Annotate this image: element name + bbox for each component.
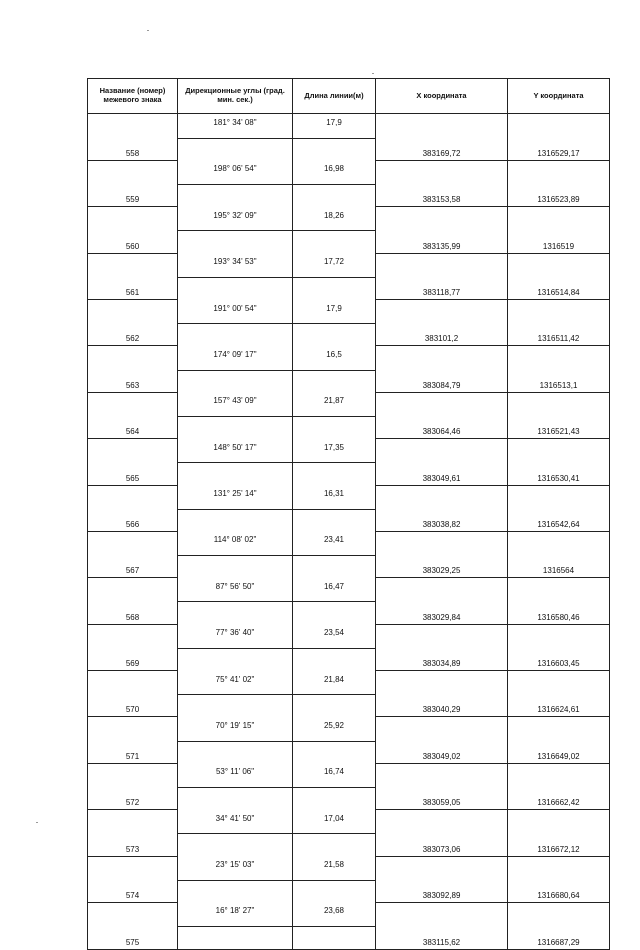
x-coordinate-cell: 383059,05 xyxy=(376,787,508,809)
line-length-cell xyxy=(293,324,376,346)
line-length-cell: 16,31 xyxy=(293,485,376,509)
point-name-cell xyxy=(88,671,178,695)
table-row xyxy=(88,695,610,717)
bearing-angle-cell: 23° 15' 03" xyxy=(178,856,293,880)
point-name-cell: 567 xyxy=(88,556,178,578)
x-coordinate-cell: 383049,61 xyxy=(376,463,508,485)
x-coordinate-cell xyxy=(376,856,508,880)
y-coordinate-cell: 1316649,02 xyxy=(508,741,610,763)
bearing-angle-cell xyxy=(178,927,293,950)
table-row xyxy=(88,624,610,648)
point-name-cell xyxy=(88,810,178,834)
point-name-cell xyxy=(88,114,178,139)
table-row xyxy=(88,509,610,531)
table-row xyxy=(88,834,610,856)
line-length-cell: 17,72 xyxy=(293,253,376,277)
line-length-cell xyxy=(293,787,376,809)
y-coordinate-cell: 1316672,12 xyxy=(508,834,610,856)
line-length-cell: 17,35 xyxy=(293,439,376,463)
bearing-angle-cell xyxy=(178,370,293,392)
bearing-angle-cell xyxy=(178,695,293,717)
table-row xyxy=(88,185,610,207)
table-row xyxy=(88,902,610,926)
point-name-cell: 568 xyxy=(88,602,178,624)
point-name-cell: 569 xyxy=(88,648,178,670)
bearing-angle-cell: 16° 18' 27" xyxy=(178,902,293,926)
y-coordinate-cell: 1316511,42 xyxy=(508,324,610,346)
bearing-angle-cell xyxy=(178,602,293,624)
header-bearing-angle: Дирекционные углы (град. мин. сек.) xyxy=(178,79,293,114)
point-name-cell xyxy=(88,531,178,555)
line-length-cell: 21,84 xyxy=(293,671,376,695)
x-coordinate-cell xyxy=(376,578,508,602)
x-coordinate-cell: 383118,77 xyxy=(376,277,508,299)
x-coordinate-cell: 383029,25 xyxy=(376,556,508,578)
table-row xyxy=(88,556,610,578)
bearing-angle-cell xyxy=(178,416,293,438)
x-coordinate-cell: 383073,06 xyxy=(376,834,508,856)
line-length-cell xyxy=(293,416,376,438)
bearing-angle-cell: 181° 34' 08" xyxy=(178,114,293,139)
y-coordinate-cell xyxy=(508,902,610,926)
bearing-angle-cell xyxy=(178,509,293,531)
table-row xyxy=(88,602,610,624)
header-x-coordinate: X координата xyxy=(376,79,508,114)
line-length-cell xyxy=(293,602,376,624)
line-length-cell xyxy=(293,138,376,160)
point-name-cell: 563 xyxy=(88,370,178,392)
y-coordinate-cell: 1316521,43 xyxy=(508,416,610,438)
point-name-cell: 566 xyxy=(88,509,178,531)
x-coordinate-cell xyxy=(376,114,508,139)
y-coordinate-cell xyxy=(508,810,610,834)
table-row xyxy=(88,671,610,695)
table-row xyxy=(88,346,610,370)
point-name-cell xyxy=(88,253,178,277)
boundary-coordinates-table xyxy=(87,78,610,950)
line-length-cell xyxy=(293,695,376,717)
y-coordinate-cell xyxy=(508,856,610,880)
x-coordinate-cell xyxy=(376,763,508,787)
point-name-cell: 564 xyxy=(88,416,178,438)
x-coordinate-cell xyxy=(376,253,508,277)
line-length-cell: 18,26 xyxy=(293,207,376,231)
y-coordinate-cell: 1316603,45 xyxy=(508,648,610,670)
bearing-angle-cell: 191° 00' 54" xyxy=(178,300,293,324)
line-length-cell: 16,98 xyxy=(293,160,376,184)
point-name-cell xyxy=(88,578,178,602)
line-length-cell xyxy=(293,834,376,856)
line-length-cell: 23,68 xyxy=(293,902,376,926)
y-coordinate-cell xyxy=(508,114,610,139)
point-name-cell xyxy=(88,717,178,741)
y-coordinate-cell: 1316513,1 xyxy=(508,370,610,392)
line-length-cell: 23,54 xyxy=(293,624,376,648)
table-row xyxy=(88,880,610,902)
bearing-angle-cell xyxy=(178,324,293,346)
point-name-cell: 573 xyxy=(88,834,178,856)
x-coordinate-cell: 383153,58 xyxy=(376,185,508,207)
header-point-name: Название (номер) межевого знака xyxy=(88,79,178,114)
table-row xyxy=(88,463,610,485)
point-name-cell xyxy=(88,902,178,926)
y-coordinate-cell xyxy=(508,392,610,416)
y-coordinate-cell xyxy=(508,253,610,277)
table-row xyxy=(88,324,610,346)
table-row xyxy=(88,160,610,184)
table-row xyxy=(88,207,610,231)
bearing-angle-cell: 34° 41' 50" xyxy=(178,810,293,834)
x-coordinate-cell xyxy=(376,671,508,695)
table-row xyxy=(88,370,610,392)
bearing-angle-cell: 198° 06' 54" xyxy=(178,160,293,184)
x-coordinate-cell: 383101,2 xyxy=(376,324,508,346)
point-name-cell xyxy=(88,485,178,509)
x-coordinate-cell xyxy=(376,392,508,416)
bearing-angle-cell: 131° 25' 14" xyxy=(178,485,293,509)
table-row xyxy=(88,231,610,253)
point-name-cell: 574 xyxy=(88,880,178,902)
table-header-row xyxy=(88,79,610,114)
x-coordinate-cell xyxy=(376,624,508,648)
y-coordinate-cell: 1316519 xyxy=(508,231,610,253)
header-line-length: Длина линии(м) xyxy=(293,79,376,114)
bearing-angle-cell xyxy=(178,834,293,856)
table-row xyxy=(88,277,610,299)
y-coordinate-cell: 1316680,64 xyxy=(508,880,610,902)
table-row xyxy=(88,114,610,139)
point-name-cell xyxy=(88,624,178,648)
line-length-cell: 16,47 xyxy=(293,578,376,602)
line-length-cell xyxy=(293,231,376,253)
line-length-cell xyxy=(293,556,376,578)
line-length-cell xyxy=(293,741,376,763)
table-row xyxy=(88,810,610,834)
line-length-cell xyxy=(293,277,376,299)
line-length-cell: 16,74 xyxy=(293,763,376,787)
line-length-cell: 17,9 xyxy=(293,300,376,324)
bearing-angle-cell xyxy=(178,138,293,160)
x-coordinate-cell xyxy=(376,300,508,324)
bearing-angle-cell: 70° 19' 15" xyxy=(178,717,293,741)
bearing-angle-cell xyxy=(178,231,293,253)
x-coordinate-cell xyxy=(376,439,508,463)
y-coordinate-cell: 1316662,42 xyxy=(508,787,610,809)
bearing-angle-cell: 77° 36' 40" xyxy=(178,624,293,648)
x-coordinate-cell: 383049,02 xyxy=(376,741,508,763)
x-coordinate-cell: 383040,29 xyxy=(376,695,508,717)
line-length-cell: 17,9 xyxy=(293,114,376,139)
line-length-cell xyxy=(293,880,376,902)
x-coordinate-cell xyxy=(376,902,508,926)
bearing-angle-cell: 75° 41' 02" xyxy=(178,671,293,695)
y-coordinate-cell: 1316523,89 xyxy=(508,185,610,207)
x-coordinate-cell: 383034,89 xyxy=(376,648,508,670)
bearing-angle-cell: 193° 34' 53" xyxy=(178,253,293,277)
point-name-cell: 562 xyxy=(88,324,178,346)
table-row xyxy=(88,300,610,324)
point-name-cell xyxy=(88,392,178,416)
bearing-angle-cell xyxy=(178,741,293,763)
line-length-cell xyxy=(293,927,376,950)
bearing-angle-cell: 195° 32' 09" xyxy=(178,207,293,231)
table-row xyxy=(88,741,610,763)
point-name-cell xyxy=(88,207,178,231)
point-name-cell: 572 xyxy=(88,787,178,809)
scan-speck xyxy=(36,822,38,823)
x-coordinate-cell: 383064,46 xyxy=(376,416,508,438)
y-coordinate-cell xyxy=(508,763,610,787)
point-name-cell: 575 xyxy=(88,927,178,950)
y-coordinate-cell: 1316529,17 xyxy=(508,138,610,160)
y-coordinate-cell: 1316624,61 xyxy=(508,695,610,717)
x-coordinate-cell: 383115,62 xyxy=(376,927,508,950)
table-row xyxy=(88,578,610,602)
header-y-coordinate: Y координата xyxy=(508,79,610,114)
bearing-angle-cell: 87° 56' 50" xyxy=(178,578,293,602)
bearing-angle-cell xyxy=(178,185,293,207)
x-coordinate-cell xyxy=(376,485,508,509)
table-row xyxy=(88,138,610,160)
y-coordinate-cell xyxy=(508,717,610,741)
bearing-angle-cell xyxy=(178,787,293,809)
y-coordinate-cell xyxy=(508,160,610,184)
y-coordinate-cell: 1316687,29 xyxy=(508,927,610,950)
bearing-angle-cell xyxy=(178,880,293,902)
y-coordinate-cell: 1316564 xyxy=(508,556,610,578)
point-name-cell xyxy=(88,160,178,184)
table-row xyxy=(88,416,610,438)
x-coordinate-cell xyxy=(376,160,508,184)
scan-speck xyxy=(372,73,374,74)
y-coordinate-cell xyxy=(508,346,610,370)
line-length-cell: 21,87 xyxy=(293,392,376,416)
table-row xyxy=(88,439,610,463)
x-coordinate-cell: 383084,79 xyxy=(376,370,508,392)
y-coordinate-cell xyxy=(508,531,610,555)
x-coordinate-cell: 383029,84 xyxy=(376,602,508,624)
x-coordinate-cell: 383092,89 xyxy=(376,880,508,902)
point-name-cell: 565 xyxy=(88,463,178,485)
table-row xyxy=(88,253,610,277)
bearing-angle-cell: 148° 50' 17" xyxy=(178,439,293,463)
y-coordinate-cell xyxy=(508,300,610,324)
table-row xyxy=(88,485,610,509)
y-coordinate-cell xyxy=(508,207,610,231)
line-length-cell xyxy=(293,463,376,485)
bearing-angle-cell xyxy=(178,556,293,578)
y-coordinate-cell: 1316542,64 xyxy=(508,509,610,531)
y-coordinate-cell xyxy=(508,624,610,648)
point-name-cell: 570 xyxy=(88,695,178,717)
point-name-cell xyxy=(88,763,178,787)
table-row xyxy=(88,927,610,950)
x-coordinate-cell xyxy=(376,346,508,370)
y-coordinate-cell xyxy=(508,671,610,695)
point-name-cell xyxy=(88,856,178,880)
bearing-angle-cell xyxy=(178,463,293,485)
bearing-angle-cell: 114° 08' 02" xyxy=(178,531,293,555)
x-coordinate-cell: 383135,99 xyxy=(376,231,508,253)
line-length-cell xyxy=(293,648,376,670)
bearing-angle-cell xyxy=(178,277,293,299)
x-coordinate-cell: 383169,72 xyxy=(376,138,508,160)
table-row xyxy=(88,787,610,809)
table-body xyxy=(88,114,610,950)
line-length-cell xyxy=(293,370,376,392)
y-coordinate-cell: 1316530,41 xyxy=(508,463,610,485)
bearing-angle-cell: 174° 09' 17" xyxy=(178,346,293,370)
point-name-cell: 571 xyxy=(88,741,178,763)
table-row xyxy=(88,717,610,741)
bearing-angle-cell xyxy=(178,648,293,670)
x-coordinate-cell xyxy=(376,531,508,555)
line-length-cell: 23,41 xyxy=(293,531,376,555)
y-coordinate-cell xyxy=(508,485,610,509)
line-length-cell xyxy=(293,185,376,207)
y-coordinate-cell: 1316514,84 xyxy=(508,277,610,299)
x-coordinate-cell: 383038,82 xyxy=(376,509,508,531)
line-length-cell: 17,04 xyxy=(293,810,376,834)
line-length-cell: 21,58 xyxy=(293,856,376,880)
x-coordinate-cell xyxy=(376,717,508,741)
table-row xyxy=(88,763,610,787)
x-coordinate-cell xyxy=(376,810,508,834)
point-name-cell xyxy=(88,346,178,370)
point-name-cell: 558 xyxy=(88,138,178,160)
line-length-cell xyxy=(293,509,376,531)
line-length-cell: 16,5 xyxy=(293,346,376,370)
table-row xyxy=(88,531,610,555)
table-row xyxy=(88,392,610,416)
point-name-cell xyxy=(88,300,178,324)
scan-speck xyxy=(147,30,149,31)
y-coordinate-cell: 1316580,46 xyxy=(508,602,610,624)
table-row xyxy=(88,648,610,670)
point-name-cell: 559 xyxy=(88,185,178,207)
table-row xyxy=(88,856,610,880)
point-name-cell xyxy=(88,439,178,463)
y-coordinate-cell xyxy=(508,439,610,463)
point-name-cell: 561 xyxy=(88,277,178,299)
bearing-angle-cell: 157° 43' 09" xyxy=(178,392,293,416)
point-name-cell: 560 xyxy=(88,231,178,253)
x-coordinate-cell xyxy=(376,207,508,231)
bearing-angle-cell: 53° 11' 06" xyxy=(178,763,293,787)
y-coordinate-cell xyxy=(508,578,610,602)
line-length-cell: 25,92 xyxy=(293,717,376,741)
